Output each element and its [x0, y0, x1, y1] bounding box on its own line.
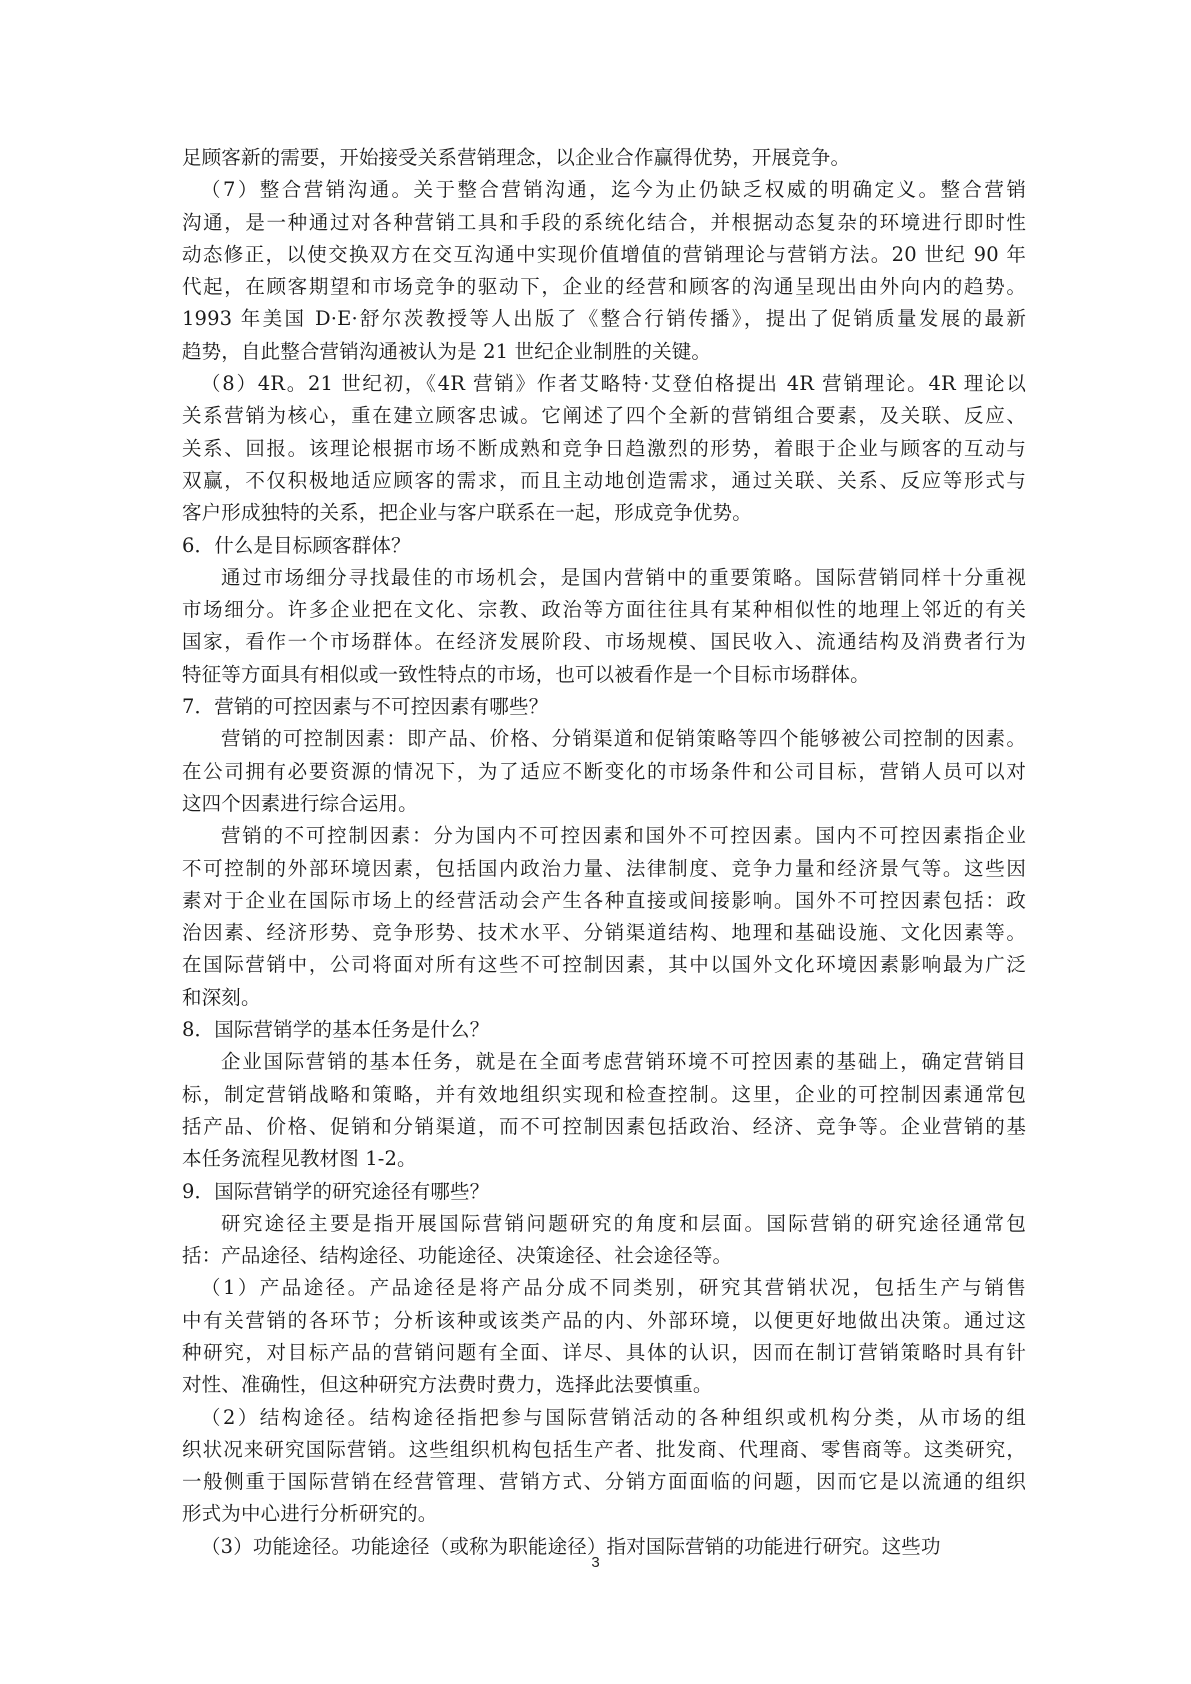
text-line: 种研究，对目标产品的营销问题有全面、详尽、具体的认识，因而在制订营销策略时具有针 — [182, 1340, 1026, 1364]
text-line: 对性、准确性，但这种研究方法费时费力，选择此法要慎重。 — [182, 1373, 713, 1397]
text-line: 在公司拥有必要资源的情况下，为了适应不断变化的市场条件和公司目标，营销人员可以对 — [182, 759, 1026, 783]
text-line: 治因素、经济形势、竞争形势、技术水平、分销渠道结构、地理和基础设施、文化因素等。 — [182, 921, 1026, 945]
text-line: 在国际营销中，公司将面对所有这些不可控制因素，其中以国外文化环境因素影响最为广泛 — [182, 953, 1026, 977]
text-line: 关系营销为核心，重在建立顾客忠诚。它阐述了四个全新的营销组合要素，及关联、反应、 — [182, 404, 1026, 428]
text-line: （7）整合营销沟通。关于整合营销沟通，迄今为止仍缺乏权威的明确定义。整合营销 — [201, 178, 1026, 202]
text-line: 研究途径主要是指开展国际营销问题研究的角度和层面。国际营销的研究途径通常包 — [221, 1211, 1026, 1235]
text-line: 代起，在顾客期望和市场竞争的驱动下，企业的经营和顾客的沟通呈现出由外向内的趋势。 — [182, 275, 1026, 299]
text-line: 关系、回报。该理论根据市场不断成熟和竞争日趋激烈的形势，着眼于企业与顾客的互动与 — [182, 436, 1026, 460]
text-line: 本任务流程见教材图 1-2。 — [182, 1147, 417, 1171]
text-line: 动态修正，以使交换双方在交互沟通中实现价值增值的营销理论与营销方法。20 世纪 90 年 — [182, 242, 1026, 266]
text-line: 营销的不可控制因素：分为国内不可控因素和国外不可控因素。国内不可控因素指企业 — [221, 824, 1026, 848]
text-line: 素对于企业在国际市场上的经营活动会产生各种直接或间接影响。国外不可控因素包括：政 — [182, 888, 1026, 912]
text-line: 和深刻。 — [182, 985, 261, 1009]
text-line: 营销的可控制因素：即产品、价格、分销渠道和促销策略等四个能够被公司控制的因素。 — [221, 727, 1026, 751]
text-line: 1993 年美国 D·E·舒尔茨教授等人出版了《整合行销传播》，提出了促销质量发展的最新 — [182, 307, 1026, 331]
text-line: 沟通，是一种通过对各种营销工具和手段的系统化结合，并根据动态复杂的环境进行即时性 — [182, 210, 1026, 234]
text-line: 企业国际营销的基本任务，就是在全面考虑营销环境不可控因素的基础上，确定营销目 — [221, 1050, 1026, 1074]
text-line: 特征等方面具有相似或一致性特点的市场，也可以被看作是一个目标市场群体。 — [182, 662, 870, 686]
text-line: 市场细分。许多企业把在文化、宗教、政治等方面往往具有某种相似性的地理上邻近的有关 — [182, 598, 1026, 622]
text-line: 客户形成独特的关系，把企业与客户联系在一起，形成竞争优势。 — [182, 501, 752, 525]
text-line: 标，制定营销战略和策略，并有效地组织实现和检查控制。这里，企业的可控制因素通常包 — [182, 1082, 1026, 1106]
text-line: （3）功能途径。功能途径（或称为职能途径）指对国际营销的功能进行研究。这些功 — [201, 1534, 941, 1558]
text-line: （8）4R。21 世纪初，《4R 营销》作者艾略特·艾登伯格提出 4R 营销理论。4R 理论以 — [201, 372, 1026, 396]
document-page — [182, 142, 1026, 1563]
text-line: 中有关营销的各环节；分析该种或该类产品的内、外部环境，以便更好地做出决策。通过这 — [182, 1308, 1026, 1332]
text-line: 足顾客新的需要，开始接受关系营销理念，以企业合作赢得优势，开展竞争。 — [182, 146, 851, 169]
text-line: 一般侧重于国际营销在经营管理、营销方式、分销方面面临的问题，因而它是以流通的组织 — [182, 1470, 1026, 1494]
text-line: 括产品、价格、促销和分销渠道，而不可控制因素包括政治、经济、竞争等。企业营销的基 — [182, 1114, 1026, 1138]
question-heading: 7．营销的可控因素与不可控因素有哪些？ — [182, 695, 549, 719]
question-heading: 6．什么是目标顾客群体？ — [182, 533, 411, 557]
text-line: （1）产品途径。产品途径是将产品分成不同类别，研究其营销状况，包括生产与销售 — [201, 1276, 1026, 1300]
question-heading: 9．国际营销学的研究途径有哪些？ — [182, 1179, 490, 1203]
text-line: 括：产品途径、结构途径、功能途径、决策途径、社会途径等。 — [182, 1244, 733, 1268]
page-number: 3 — [591, 1554, 600, 1571]
question-heading: 8．国际营销学的基本任务是什么？ — [182, 1018, 490, 1042]
text-line: （2）结构途径。结构途径指把参与国际营销活动的各种组织或机构分类，从市场的组 — [201, 1405, 1026, 1429]
text-line: 形式为中心进行分析研究的。 — [182, 1502, 438, 1526]
text-line: 这四个因素进行综合运用。 — [182, 791, 418, 815]
text-line: 双赢，不仅积极地适应顾客的需求，而且主动地创造需求，通过关联、关系、反应等形式与 — [182, 468, 1026, 492]
text-line: 国家，看作一个市场群体。在经济发展阶段、市场规模、国民收入、流通结构及消费者行为 — [182, 630, 1026, 654]
text-line: 通过市场细分寻找最佳的市场机会，是国内营销中的重要策略。国际营销同样十分重视 — [221, 565, 1026, 589]
text-line: 趋势，自此整合营销沟通被认为是 21 世纪企业制胜的关键。 — [182, 339, 712, 363]
text-line: 织状况来研究国际营销。这些组织机构包括生产者、批发商、代理商、零售商等。这类研究， — [182, 1437, 1026, 1461]
text-line: 不可控制的外部环境因素，包括国内政治力量、法律制度、竞争力量和经济景气等。这些因 — [182, 856, 1026, 880]
